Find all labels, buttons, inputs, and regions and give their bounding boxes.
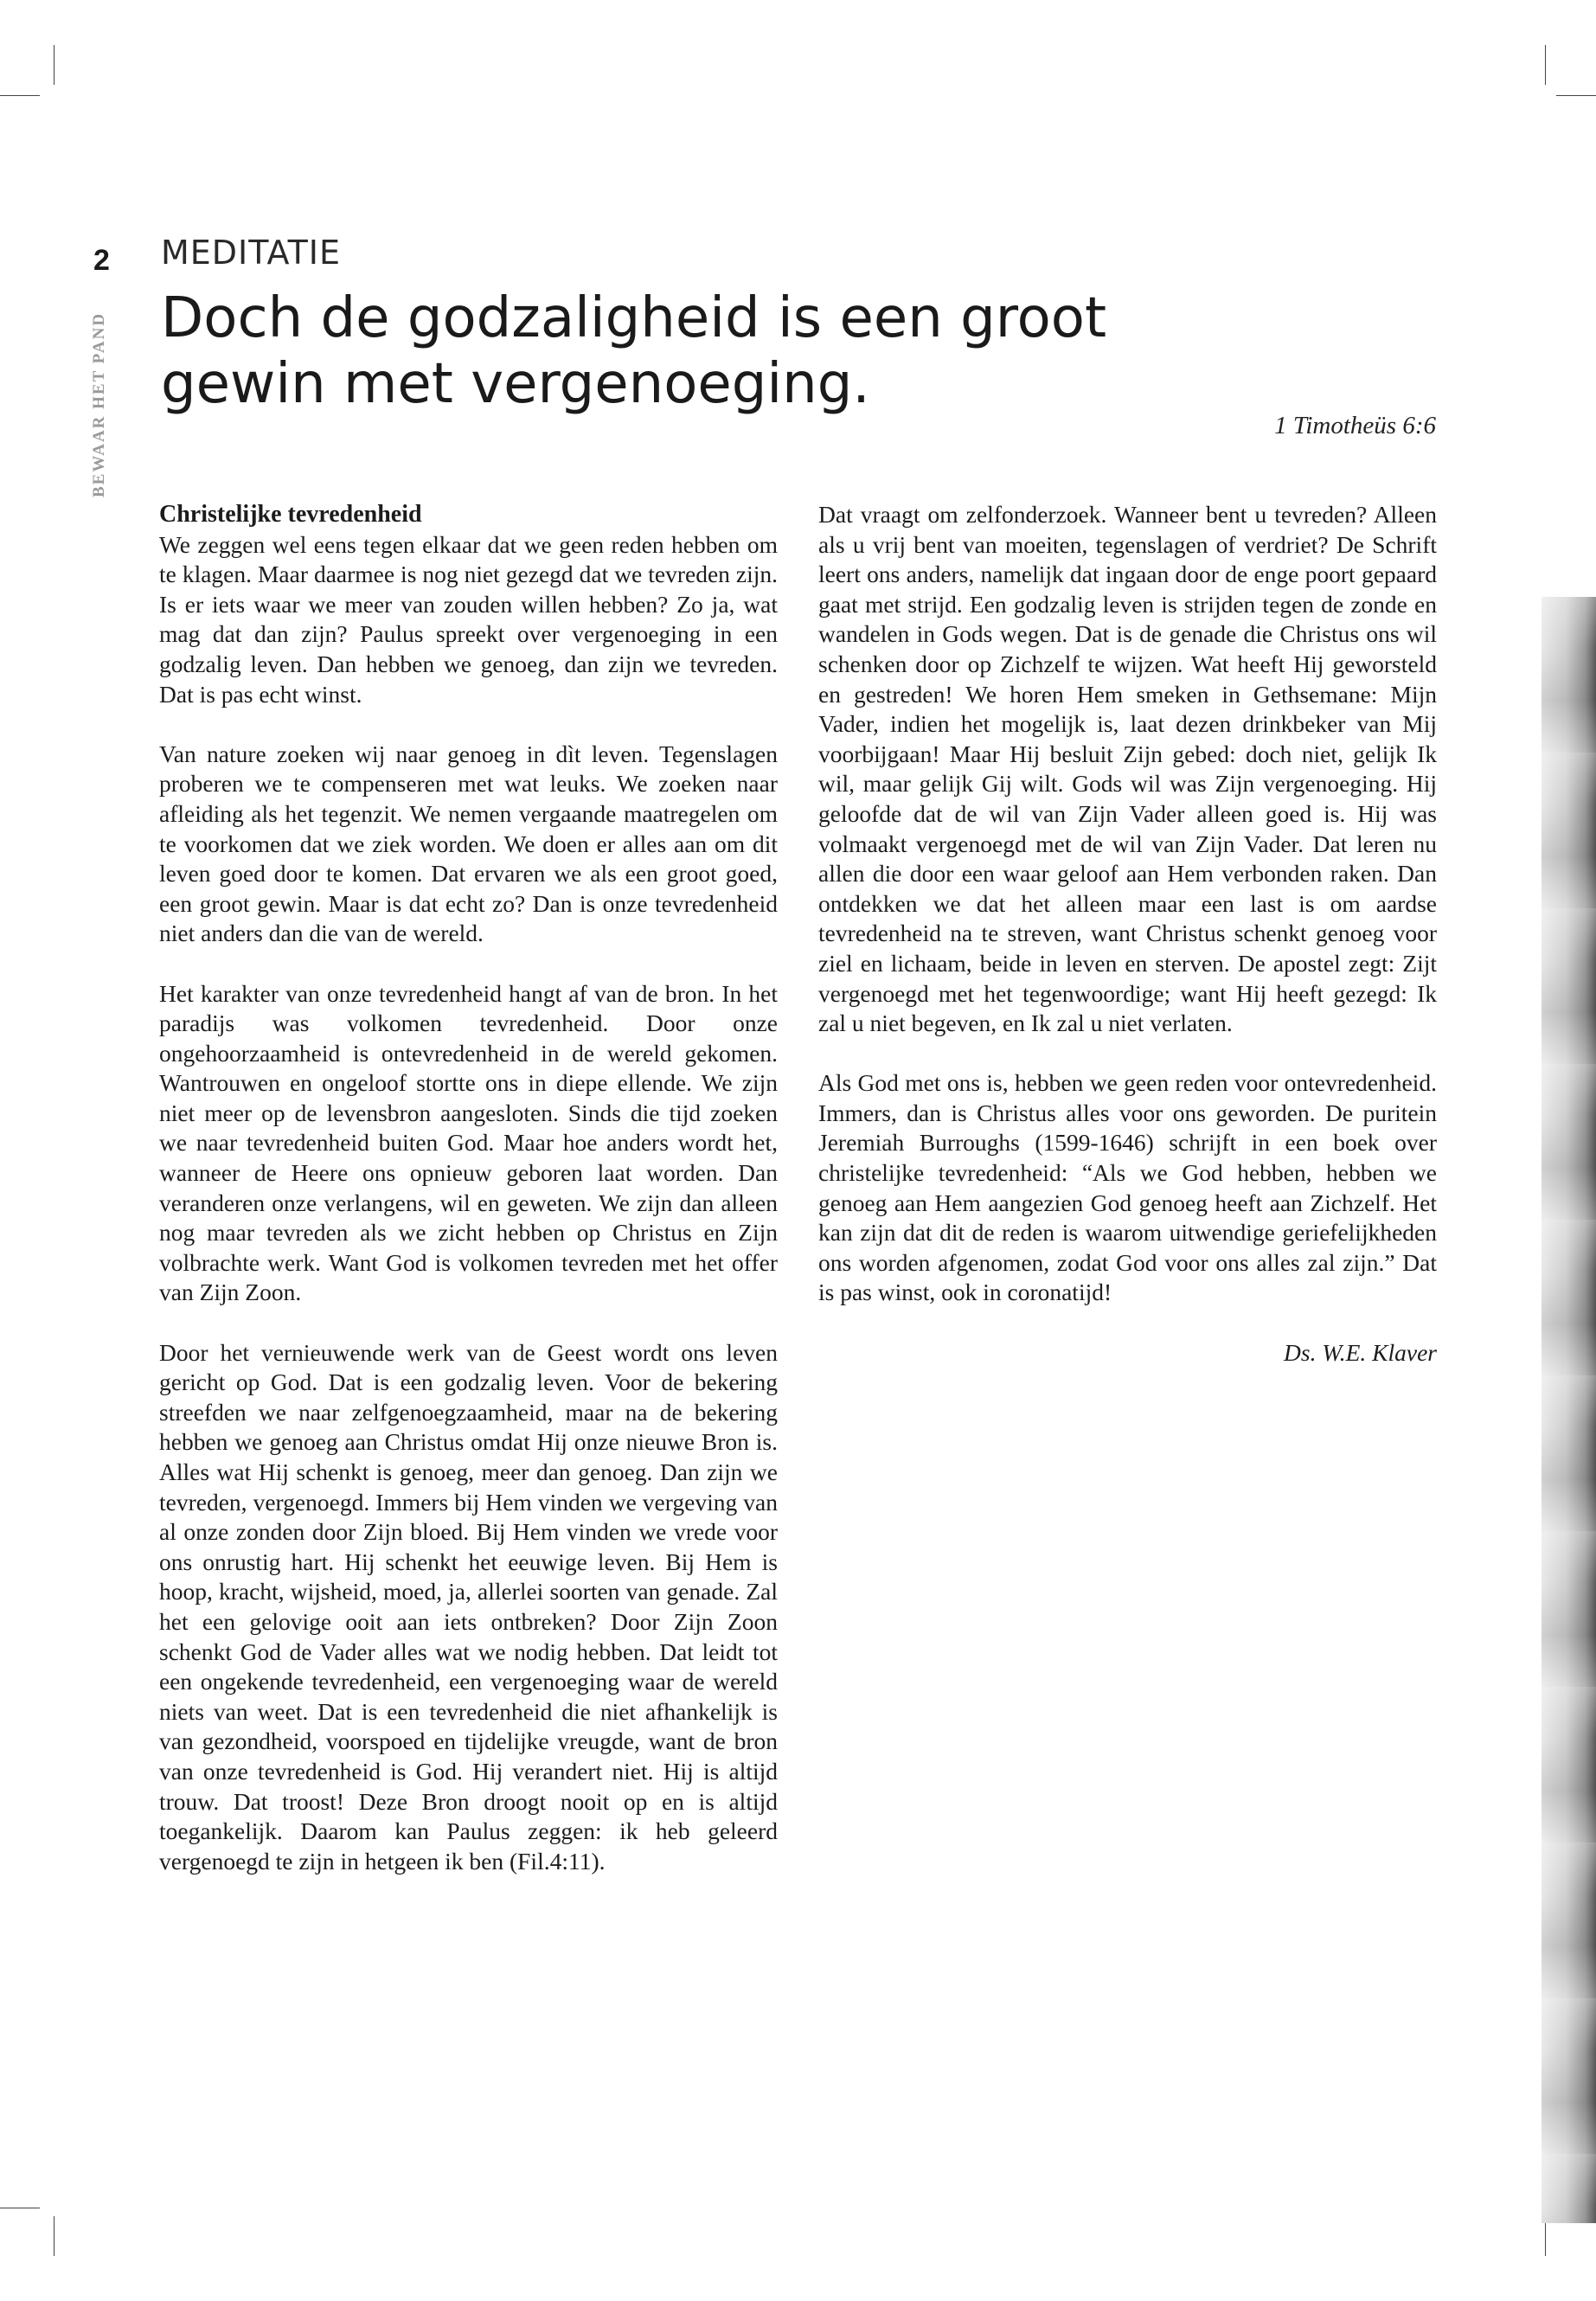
paragraph: Van nature zoeken wij naar genoeg in dìt leven. Tegenslagen proberen we te compenseren met wat leuks. We zoeken naar afleiding als het tegenzit. We nemen vergaande maatregelen om te voorkomen dat we ziek worden. We doen er alles aan om dit leven goed door te komen. Dat ervaren we als een groot goed, een groot gewin. Maar is dat echt zo? Dan is onze tevredenheid niet anders dan die van de wereld.	[159, 740, 778, 947]
page-number: 2	[93, 244, 110, 277]
side-label: BEWAAR HET PAND	[90, 311, 108, 497]
subheading: Christelijke tevredenheid	[159, 501, 422, 528]
right-column	[818, 500, 1437, 1398]
paragraph: Het karakter van onze tevredenheid hangt af van de bron. In het paradijs was volkomen tevredenheid. Door onze ongehoorzaamheid is ontevredenheid in de wereld gekomen. Wantrouwen en ongeloof stortte ons in diepe ellende. We zijn niet meer op de levensbron aangesloten. Sinds die tijd zoeken we naar tevredenheid buiten God. Maar hoe anders wordt het, wanneer de Heere ons opnieuw geboren laat worden. Dan veranderen onze verlangens, wil en geweten. We zijn dan alleen nog maar tevreden als we zicht hebben op Christus en Zijn volbrachte werk. Want God is volkomen tevreden met het offer van Zijn Zoon.	[159, 979, 778, 1306]
crop-mark	[1545, 45, 1546, 85]
headline	[161, 285, 1199, 417]
crop-mark	[1556, 95, 1596, 96]
paragraph: We zeggen wel eens tegen elkaar dat we geen reden hebben om te klagen. Maar daarmee is nog niet gezegd dat we tevreden zijn. Is er iets waar we meer van zouden willen hebben? Zo ja, wat mag dat dan zijn? Paulus spreekt over vergenoeging in een godzalig leven. Dan hebben we genoeg, dan zijn we tevreden. Dat is pas echt winst.	[159, 530, 778, 708]
paragraph: Dat vraagt om zelfonderzoek. Wanneer bent u tevreden? Alleen als u vrij bent van moeiten, tegenslagen of verdriet? De Schrift leert ons anders, namelijk dat ingaan door de enge poort gepaard gaat met strijd. Een godzalig leven is strijden tegen de zonde en wandelen in Gods wegen. Dat is de genade die Christus ons wil schenken door op Zichzelf te wijzen. Wat heeft Hij geworsteld en gestreden! We horen Hem smeken in Gethsemane: Mijn Vader, indien het mogelijk is, laat dezen drinkbeker van Mij voorbijgaan! Maar Hij besluit Zijn gebed: doch niet, gelijk Ik wil, maar gelijk Gij wilt. Gods wil was Zijn vergenoeging. Hij geloofde dat de wil van Zijn Vader alleen goed is. Hij was volmaakt vergenoegd met de wil van Zijn Vader. Dat leren nu allen die door een waar geloof aan Hem verbonden raken. Dan ontdekken we dat het alleen maar een last is om aardse tevredenheid na te streven, want Christus schenkt genoeg voor ziel en lichaam, beide in leven en sterven. De apostel zegt: Zijt vergenoegd met het tegenwoordige; want Hij heeft gezegd: Ik zal u niet begeven, en Ik zal u niet verlaten.	[818, 501, 1437, 1037]
left-column	[159, 500, 778, 1907]
author-signature: Ds. W.E. Klaver	[1284, 1338, 1437, 1366]
paragraph: Door het vernieuwende werk van de Geest wordt ons leven gericht op God. Dat is een godzalig leven. Voor de bekering streefden we naar zelfgenoegzaamheid, maar na de bekering hebben we genoeg aan Christus omdat Hij onze nieuwe Bron is. Alles wat Hij schenkt is genoeg, meer dan genoeg. Dan zijn we tevreden, vergenoegd. Immers bij Hem vinden we vergeving van al onze zonden door Zijn bloed. Bij Hem vinden we vrede voor ons onrustig hart. Hij schenkt het eeuwige leven. Bij Hem is hoop, kracht, wijsheid, moed, ja, allerlei soorten van genade. Zal het een gelovige ooit aan iets ontbreken? Door Zijn Zoon schenkt God de Vader alles wat we nodig hebben. Dat leidt tot een ongekende tevredenheid, een vergenoeging waar de wereld niets van weet. Dat is een tevredenheid die niet afhankelijk is van gezondheid, voorspoed en tijdelijke vreugde, want de bron van onze tevredenheid is God. Hij verandert niet. Hij is altijd trouw. Dat troost! Deze Bron droogt nooit op en is altijd toegankelijk. Daarom kan Paulus zeggen: ik heb geleerd vergenoegd te zijn in hetgeen ik ben (Fil.4:11).	[159, 1338, 778, 1875]
headline-line: gewin met vergenoeging.	[161, 352, 870, 416]
crop-mark	[0, 95, 40, 96]
photo-edge	[1542, 597, 1596, 2223]
verse-reference: 1 Timotheüs 6:6	[1274, 412, 1436, 439]
headline-line: Doch de godzaligheid is een groot	[161, 286, 1107, 350]
paragraph: Als God met ons is, hebben we geen reden voor ontevredenheid. Immers, dan is Christus alles voor ons geworden. De puritein Jeremiah Burroughs (1599-1646) schrijft in een boek over christelijke tevredenheid: “Als we God hebben, hebben we genoeg aan Hem aangezien God genoeg heeft aan Zichzelf. Het kan zijn dat dit de reden is waarom uitwendige geriefelijkheden ons worden afgenomen, zodat God voor ons alles zal zijn.” Dat is pas winst, ook in coronatijd!	[818, 1069, 1437, 1306]
section-label: MEDITATIE	[161, 234, 341, 272]
